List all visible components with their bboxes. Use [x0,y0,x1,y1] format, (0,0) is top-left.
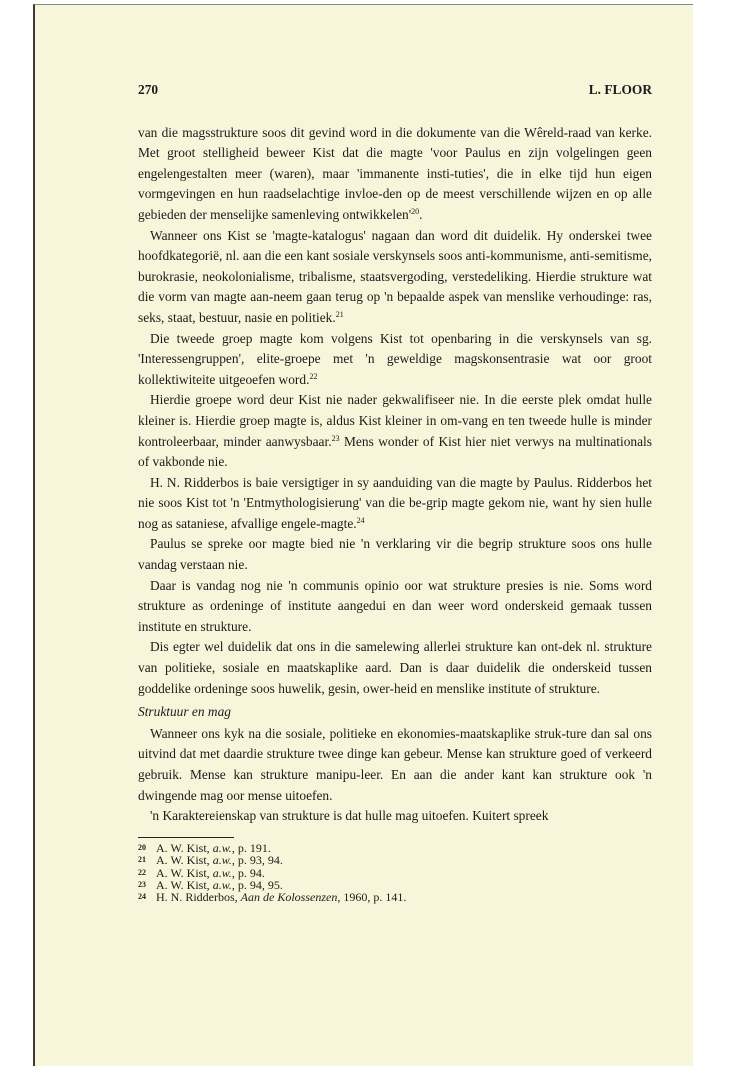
paragraph-2: Wanneer ons Kist se 'magte-katalogus' nagaan dan word dit duidelik. Hy onderskei twee hoofdkategorië, nl. aan die een kant sosiale verskynsels soos anti-kommunisme, anti-semitisme, burokrasie, neokolonialisme, tribalisme, staatsvergoding, verstedeliking. Hierdie strukture wat die vorm van magte aan-neem gaan terug op 'n bepaalde aspek van menslike verhoudinge: ras, seks, staat, bestuur, nasie en politiek.$^{21}$ [138,227,652,325]
footnote-24: 24 H. N. Ridderbos, Aan de Kolossenzen, 1960, p. 141. [138,890,407,905]
footnote-23: 23 A. W. Kist, a.w., p. 94, 95. [138,878,283,892]
footnote-ref-23[interactable]: 23 [331,433,340,443]
footnote-ref-21[interactable]: 21 [335,309,344,319]
footnote-21: 21 A. W. Kist, a.w., p. 93, 94. [138,853,283,868]
footnote-ref-24[interactable]: 24 [356,515,365,525]
paragraph-7: Daar is vandag nog nie 'n communis opinio oor wat strukture presies is nie. Soms word strukture as ordeninge of institute aangedui en dan weer word onderskeid gemaak tussen institute en strukture. [138,577,652,634]
footnotes [138,842,652,904]
section-paragraph-2: 'n Karaktereienskap van strukture is dat hulle mag uitoefen. Kuitert spreek [150,808,549,824]
paragraph-6: Paulus se spreke oor magte bied nie 'n verklaring vir die begrip strukture soos ons hulle vandag verstaan nie. [138,536,652,573]
footnote-rule [138,837,234,838]
footnote-ref-20[interactable]: 20 [411,206,420,216]
page-header [138,80,652,101]
paragraph-4: Hierdie groepe word deur Kist nie nader gekwalifiseer nie. In die eerste plek omdat hulle kleiner is. Hierdie groep magte is, aldus Kist kleiner in om-vang en ten tweede hulle is minder kontroleerbaar, minder aanwysbaar.$^{23}$ Mens wonder of Kist hier niet verwys na multinationals of vakbonde nie. [138,392,652,470]
paragraph-8: Dis egter wel duidelik dat ons in die samelewing allerlei strukture kan ont-dek nl. strukture van politieke, sosiale en maatskaplike aard. Dan is daar duidelik die onderskeid tussen goddelike ordeninge soos huwelik, gesin, ower-heid en menslike institute of strukture. [138,639,652,696]
page-number: 270 [138,82,159,97]
section-paragraph-1: Wanneer ons kyk na die sosiale, politieke en ekonomies-maatskaplike struk-ture dan sal ons uitvind dat met daardie strukture twee dinge kan gebeur. Mense kan strukture goed of verkeerd gebruik. Mense kan strukture manipu-leer. En aan die ander kant kan strukture ook 'n dwingende mag oor mense uitoefen. [138,725,652,803]
paragraph-1: van die magsstrukture soos dit gevind word in die dokumente van die Wêreld-raad van kerke. Met groot stelligheid beweer Kist dat die magte 'voor Paulus en zijn volgelingen geen engelengestalten meer (waren), maar 'immanente insti-tuties', die in elke tijd hun eigen vormgevingen en hun raadselachtige invloe-den op de meest verschillende wijzen en op alle gebieden der menselijke samenleving $ontwikkelen'^{20}$. [138,124,652,222]
section-heading: Struktuur en mag [138,704,231,720]
footnote-22: 22 A. W. Kist, a.w., p. 94. [138,865,265,880]
paragraph-3: Die tweede groep magte kom volgens Kist tot openbaring in die verskynsels van sg. 'Interessengruppen', elite-groepe met 'n geweldige magskonsentrasie wat oor groot kollektiwiteite uitgeoefen word.$^{22}$ [138,330,652,387]
running-head: L. FLOOR [588,82,652,97]
footnote-20: 20 A. W. Kist, a.w., p. 191. [138,840,271,855]
page-content [138,80,652,904]
paragraph-5: H. N. Ridderbos is baie versigtiger in sy aanduiding van die magte by Paulus. Ridderbos het nie soos Kist tot 'n 'Entmythologisierung' van die be-grip magte gekom nie, want hy sien hulle nog as sataniese, afvallige engele-magte.$^{24}$ [138,474,652,531]
footnote-ref-22[interactable]: 22 [309,371,318,381]
